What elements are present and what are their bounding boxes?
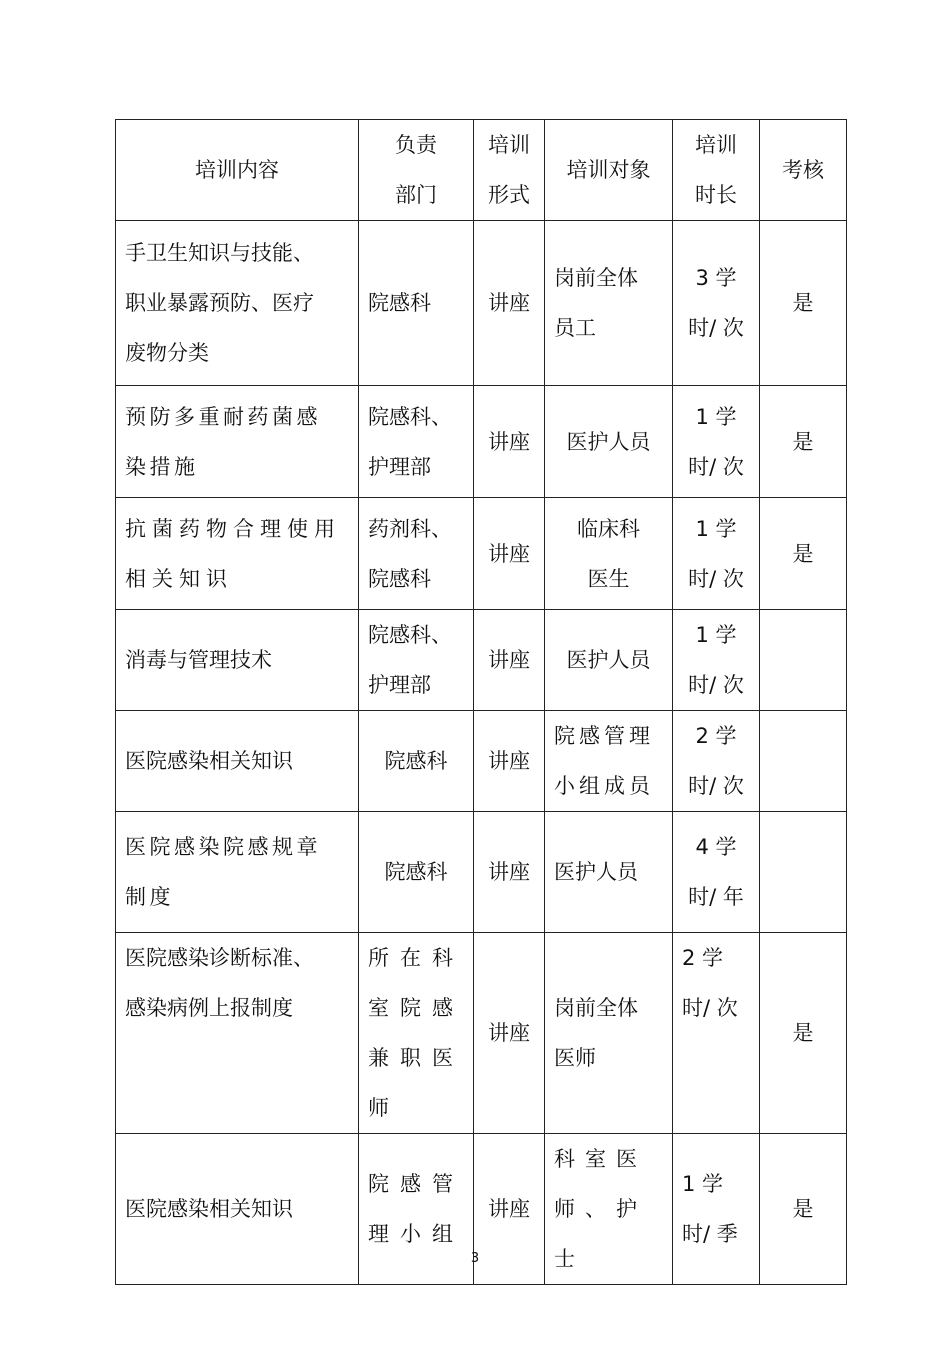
table-row	[116, 933, 847, 1134]
page-number: 3	[470, 1251, 480, 1266]
table-row	[116, 812, 847, 933]
cell-audience: 院感管理 小组成员	[545, 711, 673, 812]
cell-duration: 4 学 时/ 年	[673, 812, 760, 933]
cell-audience: 岗前全体 员工	[545, 221, 673, 386]
cell-assessment: 是	[760, 1134, 847, 1285]
cell-format: 讲座	[474, 933, 545, 1134]
cell-assessment: 是	[760, 498, 847, 610]
cell-department: 院感科	[359, 711, 474, 812]
header-duration: 培训 时长	[673, 120, 760, 221]
cell-assessment: 是	[760, 221, 847, 386]
header-department: 负责 部门	[359, 120, 474, 221]
cell-department: 院感科	[359, 221, 474, 386]
training-plan-table	[115, 119, 847, 1285]
header-content: 培训内容	[116, 120, 359, 221]
cell-content: 医院感染相关知识	[116, 711, 359, 812]
cell-duration: 2 学 时/ 次	[673, 933, 760, 1134]
cell-format: 讲座	[474, 1134, 545, 1285]
cell-content: 抗菌药物合理使用 相关知识	[116, 498, 359, 610]
table-row	[116, 610, 847, 711]
cell-department: 院感科、 护理部	[359, 386, 474, 498]
cell-audience: 医护人员	[545, 386, 673, 498]
cell-assessment	[760, 610, 847, 711]
cell-assessment	[760, 812, 847, 933]
cell-department: 所在科 室院感 兼职医 师	[359, 933, 474, 1134]
cell-assessment	[760, 711, 847, 812]
cell-department: 院感科	[359, 812, 474, 933]
cell-content: 手卫生知识与技能、 职业暴露预防、医疗 废物分类	[116, 221, 359, 386]
table-row	[116, 498, 847, 610]
table-row	[116, 221, 847, 386]
header-format: 培训 形式	[474, 120, 545, 221]
cell-content: 消毒与管理技术	[116, 610, 359, 711]
cell-format: 讲座	[474, 386, 545, 498]
cell-audience: 临床科 医生	[545, 498, 673, 610]
cell-format: 讲座	[474, 221, 545, 386]
cell-format: 讲座	[474, 498, 545, 610]
cell-audience: 科室医 师、护士	[545, 1134, 673, 1285]
cell-content: 医院感染相关知识	[116, 1134, 359, 1285]
table-row	[116, 386, 847, 498]
table-header-row	[116, 120, 847, 221]
cell-format: 讲座	[474, 610, 545, 711]
cell-content: 预防多重耐药菌感 染措施	[116, 386, 359, 498]
cell-audience: 岗前全体 医师	[545, 933, 673, 1134]
cell-duration: 2 学 时/ 次	[673, 711, 760, 812]
cell-assessment: 是	[760, 933, 847, 1134]
header-assessment: 考核	[760, 120, 847, 221]
cell-duration: 1 学 时/ 次	[673, 386, 760, 498]
cell-content: 医院感染诊断标准、 感染病例上报制度	[116, 933, 359, 1134]
cell-duration: 1 学 时/ 季	[673, 1134, 760, 1285]
cell-department: 院感科、 护理部	[359, 610, 474, 711]
cell-duration: 1 学 时/ 次	[673, 498, 760, 610]
cell-department: 药剂科、 院感科	[359, 498, 474, 610]
cell-content: 医院感染院感规章 制度	[116, 812, 359, 933]
cell-duration: 1 学 时/ 次	[673, 610, 760, 711]
cell-duration: 3 学 时/ 次	[673, 221, 760, 386]
header-audience: 培训对象	[545, 120, 673, 221]
cell-format: 讲座	[474, 812, 545, 933]
cell-department: 院感管 理小组	[359, 1134, 474, 1285]
cell-format: 讲座	[474, 711, 545, 812]
table-row	[116, 711, 847, 812]
cell-audience: 医护人员	[545, 610, 673, 711]
cell-assessment: 是	[760, 386, 847, 498]
cell-audience: 医护人员	[545, 812, 673, 933]
